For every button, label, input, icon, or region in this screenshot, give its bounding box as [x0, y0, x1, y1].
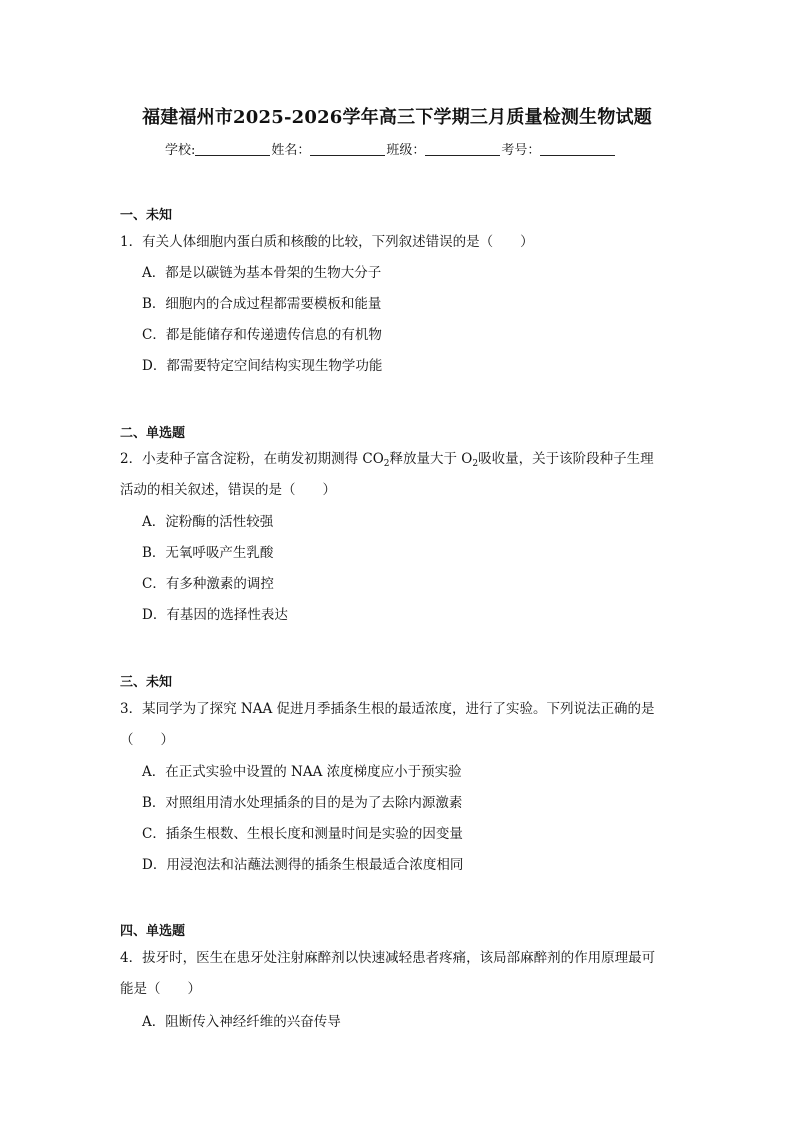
section-heading-4: 四、单选题: [120, 924, 186, 939]
exam-number-blank: [540, 142, 615, 156]
question-2-option-a: A．淀粉酶的活性较强: [142, 514, 274, 530]
student-info-line: [165, 139, 616, 158]
co2-subscript: 2: [383, 459, 390, 469]
question-2-stem-part-1: 2．小麦种子富含淀粉，在萌发初期测得 CO: [120, 451, 384, 467]
question-3-stem-line-2: （ ）: [120, 732, 174, 748]
question-4-option-a: A．阻断传入神经纤维的兴奋传导: [142, 1014, 341, 1030]
section-heading-3: 三、未知: [120, 675, 173, 690]
question-2-option-d: D．有基因的选择性表达: [142, 607, 288, 623]
question-1-option-b: B．细胞内的合成过程都需要模板和能量: [142, 296, 382, 312]
question-2-stem-line-2: 活动的相关叙述，错误的是（ ）: [120, 482, 336, 498]
question-3-option-c: C．插条生根数、生根长度和测量时间是实验的因变量: [142, 826, 463, 842]
name-blank: [310, 142, 385, 156]
name-label: 姓名：: [271, 143, 311, 158]
class-label: 班级：: [386, 143, 426, 158]
question-3-stem-line-1: 3．某同学为了探究 NAA 促进月季插条生根的最适浓度，进行了实验。下列说法正确的是: [120, 701, 655, 717]
question-1-stem: 1．有关人体细胞内蛋白质和核酸的比较，下列叙述错误的是（ ）: [120, 234, 534, 250]
question-1-option-c: C．都是能储存和传递遗传信息的有机物: [142, 327, 382, 343]
section-heading-1: 一、未知: [120, 208, 173, 223]
question-2-option-b: B．无氧呼吸产生乳酸: [142, 545, 274, 561]
page-title: 福建福州市2025-2026学年高三下学期三月质量检测生物试题: [142, 107, 652, 128]
question-4-stem-line-2: 能是（ ）: [120, 981, 201, 997]
question-4-stem-line-1: 4．拔牙时，医生在患牙处注射麻醉剂以快速减轻患者疼痛，该局部麻醉剂的作用原理最可: [120, 950, 656, 966]
class-blank: [425, 142, 500, 156]
question-2-stem-part-3: 吸收量，关于该阶段种子生理: [478, 451, 654, 467]
o2-subscript: 2: [472, 459, 479, 469]
question-3-option-b: B．对照组用清水处理插条的目的是为了去除内源激素: [142, 795, 463, 811]
question-3-option-a: A．在正式实验中设置的 NAA 浓度梯度应小于预实验: [142, 764, 462, 780]
section-heading-2: 二、单选题: [120, 426, 186, 441]
question-2-stem-part-2: 释放量大于 O: [389, 451, 473, 467]
exam-number-label: 考号：: [501, 143, 541, 158]
question-1-option-a: A．都是以碳链为基本骨架的生物大分子: [142, 265, 382, 281]
school-label: 学校:: [165, 143, 196, 158]
question-2-stem-line-1: [120, 447, 654, 467]
question-3-option-d: D．用浸泡法和沾蘸法测得的插条生根最适合浓度相同: [142, 857, 464, 873]
school-blank: [195, 142, 270, 156]
question-2-option-c: C．有多种激素的调控: [142, 576, 274, 592]
question-1-option-d: D．都需要特定空间结构实现生物学功能: [142, 358, 383, 374]
